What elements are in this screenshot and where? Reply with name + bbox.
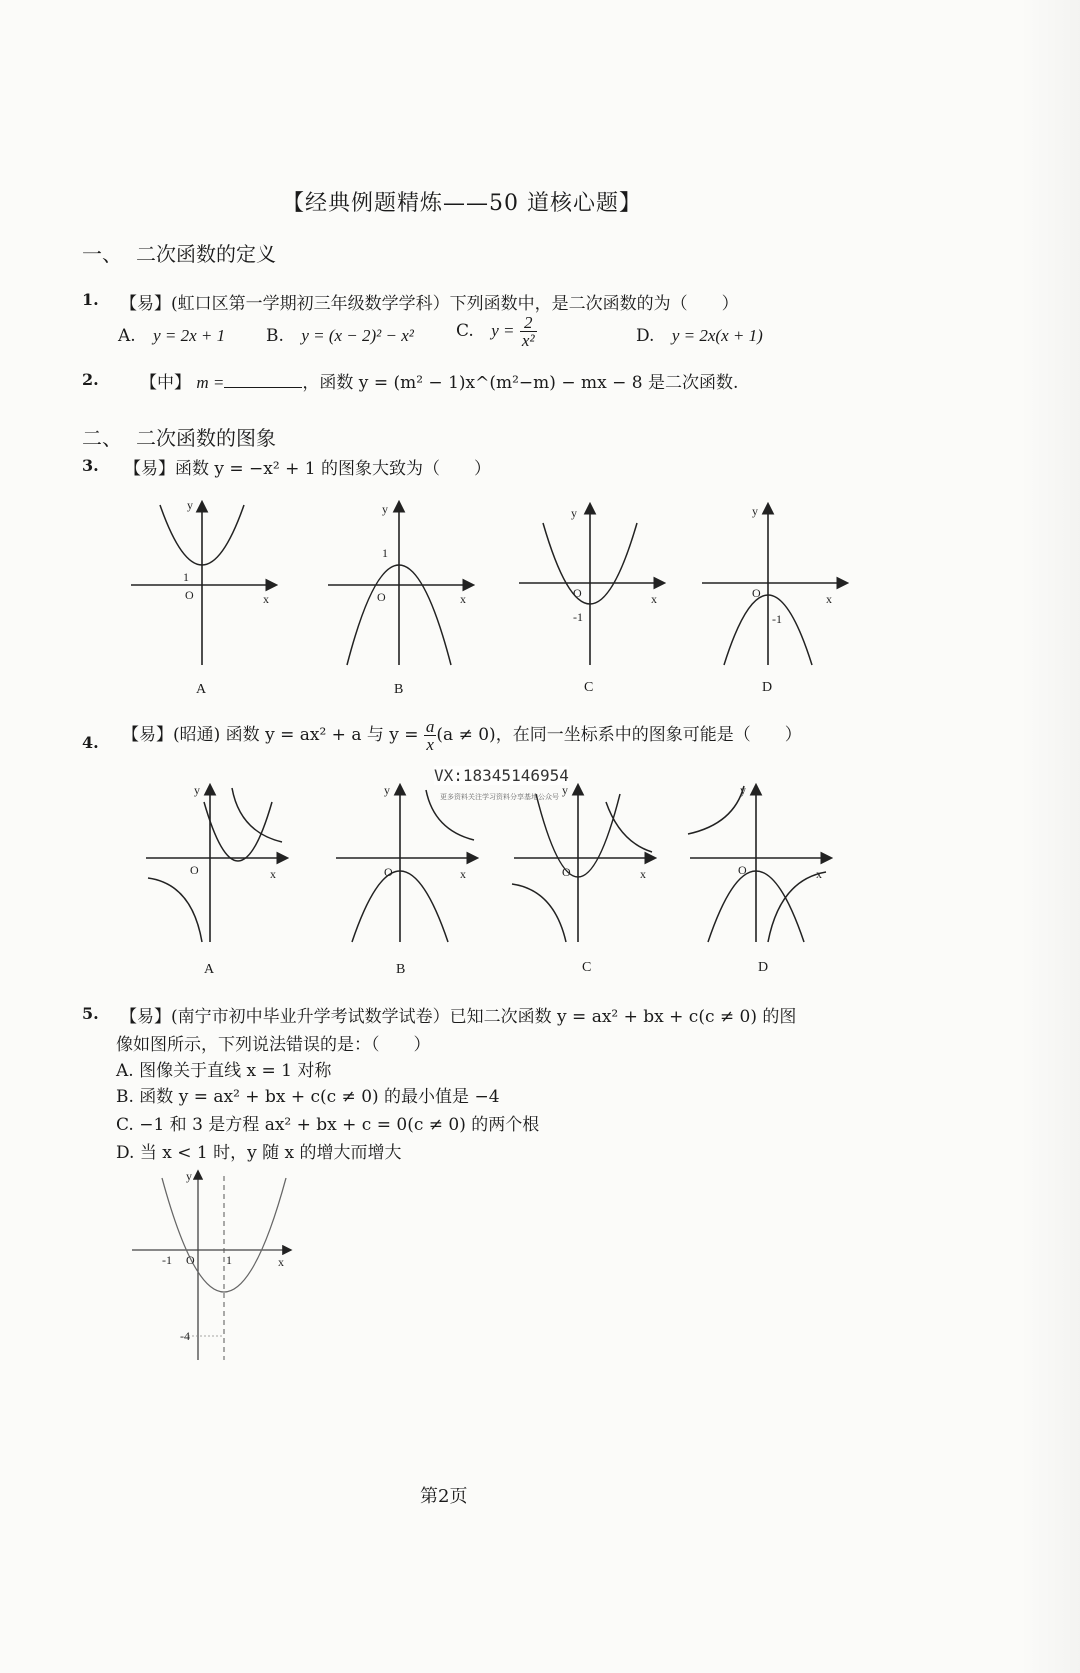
option-c [456, 314, 537, 349]
option-letter: A. [118, 326, 136, 346]
section-heading: 二次函数的图象 [136, 426, 276, 450]
x-axis-label: x [460, 867, 466, 881]
option-expression: y = [491, 321, 515, 340]
q3-graph-b [322, 495, 502, 675]
question-number: 3. [82, 456, 99, 475]
tick-label: -4 [180, 1329, 190, 1343]
tick-label: -1 [772, 612, 782, 626]
x-axis-label: x [270, 867, 276, 881]
question-stem-continued: 像如图所示，下列说法错误的是：（ ） [116, 1035, 431, 1055]
y-axis-label: y [194, 783, 200, 797]
page-number: 第2页 [420, 1486, 468, 1507]
question-text: 【易】(昭通) 函数 y = ax² + a 与 y = [122, 725, 419, 745]
option-letter: B. [266, 326, 284, 346]
origin-label: O [186, 1253, 195, 1267]
origin-label: O [377, 590, 386, 604]
fraction-denominator: x [426, 735, 434, 754]
option-c: C. −1 和 3 是方程 ax² + bx + c = 0(c ≠ 0) 的两个根 [116, 1115, 540, 1135]
x-axis-label: x [263, 592, 269, 606]
origin-label: O [752, 586, 761, 600]
y-axis-label: y [752, 504, 758, 518]
origin-label: O [384, 865, 393, 879]
option-expression: y = 2x + 1 [153, 326, 226, 345]
question-stem: 【易】(南宁市初中毕业升学考试数学试卷）已知二次函数 y = ax² + bx + c(c ≠ 0) 的图 [120, 1007, 797, 1027]
y-axis-label: y [384, 783, 390, 797]
q4-graph-c [508, 780, 688, 960]
origin-label: O [185, 588, 194, 602]
option-b [266, 326, 414, 346]
watermark-contact: VX:18345146954 [434, 766, 569, 785]
option-d [636, 326, 763, 346]
y-axis-label: y [382, 502, 388, 516]
y-axis-label: y [186, 1169, 192, 1183]
question-stem: 【易】函数 y = −x² + 1 的图象大致为（ ） [124, 459, 491, 479]
q3-graph-a [125, 495, 305, 675]
question-stem: 【易】(虹口区第一学期初三年级数学学科）下列函数中，是二次函数的为（ ） [120, 294, 739, 314]
y-axis-label: y [740, 783, 746, 797]
x-axis-label: x [278, 1255, 284, 1269]
fraction-denominator: x² [521, 331, 535, 350]
page-edge-shadow [1020, 0, 1080, 1673]
question-number: 5. [82, 1004, 99, 1023]
q5-parabola-graph [128, 1170, 308, 1370]
origin-label: O [190, 863, 199, 877]
option-b: B. 函数 y = ax² + bx + c(c ≠ 0) 的最小值是 −4 [116, 1087, 500, 1107]
page-title: 【经典例题精炼——50 道核心题】 [282, 191, 642, 216]
x-axis-label: x [460, 592, 466, 606]
section-number: 一、 [82, 242, 122, 266]
difficulty-tag: 【中】 [140, 373, 191, 393]
q3-graph-c [513, 495, 693, 675]
fraction-numerator: 2 [520, 314, 537, 332]
origin-label: O [738, 863, 747, 877]
tick-label: 1 [226, 1253, 232, 1267]
question-number: 2. [82, 370, 99, 389]
blank-lead: m = [196, 373, 225, 392]
question-stem [140, 368, 738, 393]
fraction [520, 314, 537, 349]
question-number: 4. [82, 733, 99, 752]
graph-label: C [582, 960, 592, 975]
tick-label: 1 [382, 546, 388, 560]
question-stem [122, 718, 802, 753]
graph-label: C [584, 680, 594, 695]
watermark-note: 更多资料关注学习资料分享基地公众号 [440, 793, 559, 801]
option-letter: C. [456, 321, 474, 341]
origin-label: O [562, 865, 571, 879]
tick-label: -1 [573, 610, 583, 624]
y-axis-label: y [571, 506, 577, 520]
x-axis-label: x [651, 592, 657, 606]
graph-label: A [204, 962, 215, 977]
option-a: A. 图像关于直线 x = 1 对称 [116, 1061, 332, 1081]
graph-label: B [396, 962, 406, 977]
q4-graph-b [330, 780, 510, 960]
option-expression: y = 2x(x + 1) [671, 326, 763, 345]
x-axis-label: x [640, 867, 646, 881]
option-expression: y = (x − 2)² − x² [301, 326, 414, 345]
graph-label: B [394, 682, 404, 697]
q3-graph-d [696, 495, 876, 675]
tick-label: 1 [183, 570, 189, 584]
option-letter: D. [636, 326, 655, 346]
tick-label: -1 [162, 1253, 172, 1267]
graph-label: A [196, 682, 207, 697]
graph-label: D [762, 680, 773, 695]
y-axis-label: y [562, 783, 568, 797]
origin-label: O [573, 586, 582, 600]
y-axis-label: y [187, 498, 193, 512]
fraction [424, 718, 437, 753]
x-axis-label: x [816, 867, 822, 881]
fraction-numerator: a [425, 717, 435, 736]
section-number: 二、 [82, 426, 122, 450]
q4-graph-d [684, 780, 864, 960]
question-number: 1. [82, 290, 99, 309]
answer-blank [224, 371, 302, 388]
question-text: ，函数 y = (m² − 1)x^(m²−m) − mx − 8 是二次函数. [302, 373, 739, 393]
x-axis-label: x [826, 592, 832, 606]
q4-graph-a [140, 780, 320, 960]
option-a [118, 326, 225, 346]
graph-label: D [758, 960, 769, 975]
section-heading: 二次函数的定义 [136, 242, 276, 266]
option-d: D. 当 x < 1 时，y 随 x 的增大而增大 [116, 1143, 402, 1163]
question-text: (a ≠ 0)，在同一坐标系中的图象可能是（ ） [436, 725, 802, 745]
